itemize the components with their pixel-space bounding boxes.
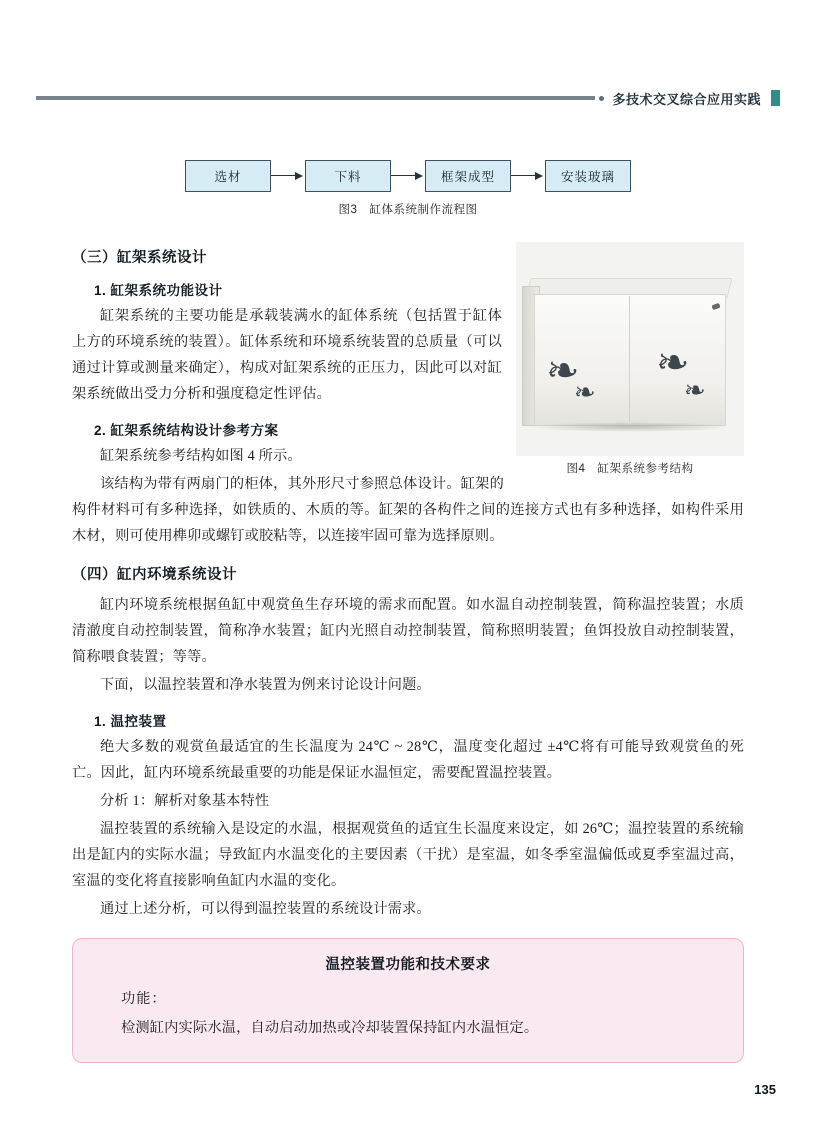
header-rule [36,96,595,100]
subsection-heading-4-1: 1. 温控装置 [94,714,167,729]
callout-box [72,938,744,1063]
page-number: 135 [754,1082,776,1097]
figure-4-caption: 图4 缸架系统参考结构 [566,463,694,475]
floral-pattern-icon: ❧ [574,378,596,408]
header-title: 多技术交叉综合应用实践 [612,91,761,107]
section-heading-4: （四）缸内环境系统设计 [72,567,237,583]
callout-label: 功能： [121,991,167,1007]
paragraph-4-3: 绝大多数的观赏鱼最适宜的生长温度为 24℃ ~ 28℃，温度变化超过 ±4℃将有可能导致观赏鱼的死亡。因此，缸内环境系统最重要的功能是保证水温恒定，需要配置温控装置。 [72,739,744,781]
paragraph-4-6: 通过上述分析，可以得到温控装置的系统设计需求。 [100,901,431,917]
flow-arrow-1-icon [271,171,305,181]
cabinet-shadow [528,422,732,432]
figure-3-caption: 图3 缸体系统制作流程图 [338,204,478,216]
flow-arrow-2-icon [391,171,425,181]
paragraph-4-1: 缸内环境系统根据鱼缸中观赏鱼生存环境的需求而配置。如水温自动控制装置，简称温控装置；水质清澈度自动控制装置，简称净水装置；缸内光照自动控制装置，简称照明装置；鱼饵投放自动控制装置，简称喂食装置；等等。 [72,597,744,665]
header-badge [771,90,780,106]
flow-box-3: 框架成型 [425,160,511,192]
callout-text: 检测缸内实际水温，自动启动加热或冷却装置保持缸内水温恒定。 [121,1020,539,1036]
floral-pattern-icon: ❧ [656,340,690,386]
paragraph-3-2: 缸架系统参考结构如图 4 所示。 [100,448,302,464]
cabinet-door-divider [629,296,630,422]
paragraph-4-2: 下面，以温控装置和净水装置为例来讨论设计问题。 [100,677,431,693]
figure-4 [516,242,744,476]
subsection-heading-3-2: 2. 缸架系统结构设计参考方案 [94,423,279,438]
flow-box-4: 安装玻璃 [545,160,631,192]
paragraph-4-4: 分析 1：解析对象基本特性 [100,793,270,809]
header-dot-icon [599,96,604,101]
subsection-heading-3-1: 1. 缸架系统功能设计 [94,283,223,298]
page-header [36,88,780,108]
page-content [72,232,744,1063]
flow-chart [0,160,816,192]
floral-pattern-icon: ❧ [684,376,706,406]
flow-box-2: 下料 [305,160,391,192]
paragraph-3-3: 该结构为带有两扇门的柜体，其外形尺寸参照总体设计。缸架的构件材料可有多种选择，如铁质的、木质的等。缸架的各构件之间的连接方式也有多种选择，如构件采用木材，则可使用榫卯或螺钉或胶粘等，以连接牢固可靠为选择原则。 [72,476,744,544]
flow-arrow-3-icon [511,171,545,181]
callout-title: 温控装置功能和技术要求 [325,957,491,973]
floral-pattern-icon: ❧ [546,348,580,394]
section-heading-3: （三）缸架系统设计 [72,250,207,266]
paragraph-4-5: 温控装置的系统输入是设定的水温，根据观赏鱼的适宜生长温度来设定，如 26℃；温控装置的系统输出是缸内的实际水温；导致缸内水温变化的主要因素（干扰）是室温，如冬季室温偏低或夏季室温过高，室温的变化将直接影响鱼缸内水温的变化。 [72,821,744,889]
tank-frame-photo [516,242,744,456]
paragraph-3-1: 缸架系统的主要功能是承载装满水的缸体系统（包括置于缸体上方的环境系统的装置）。缸体系统和环境系统装置的总质量（可以通过计算或测量来确定），构成对缸架系统的正压力，因此可以对缸架系统做出受力分析和强度稳定性评估。 [72,308,502,402]
flow-box-1: 选材 [185,160,271,192]
